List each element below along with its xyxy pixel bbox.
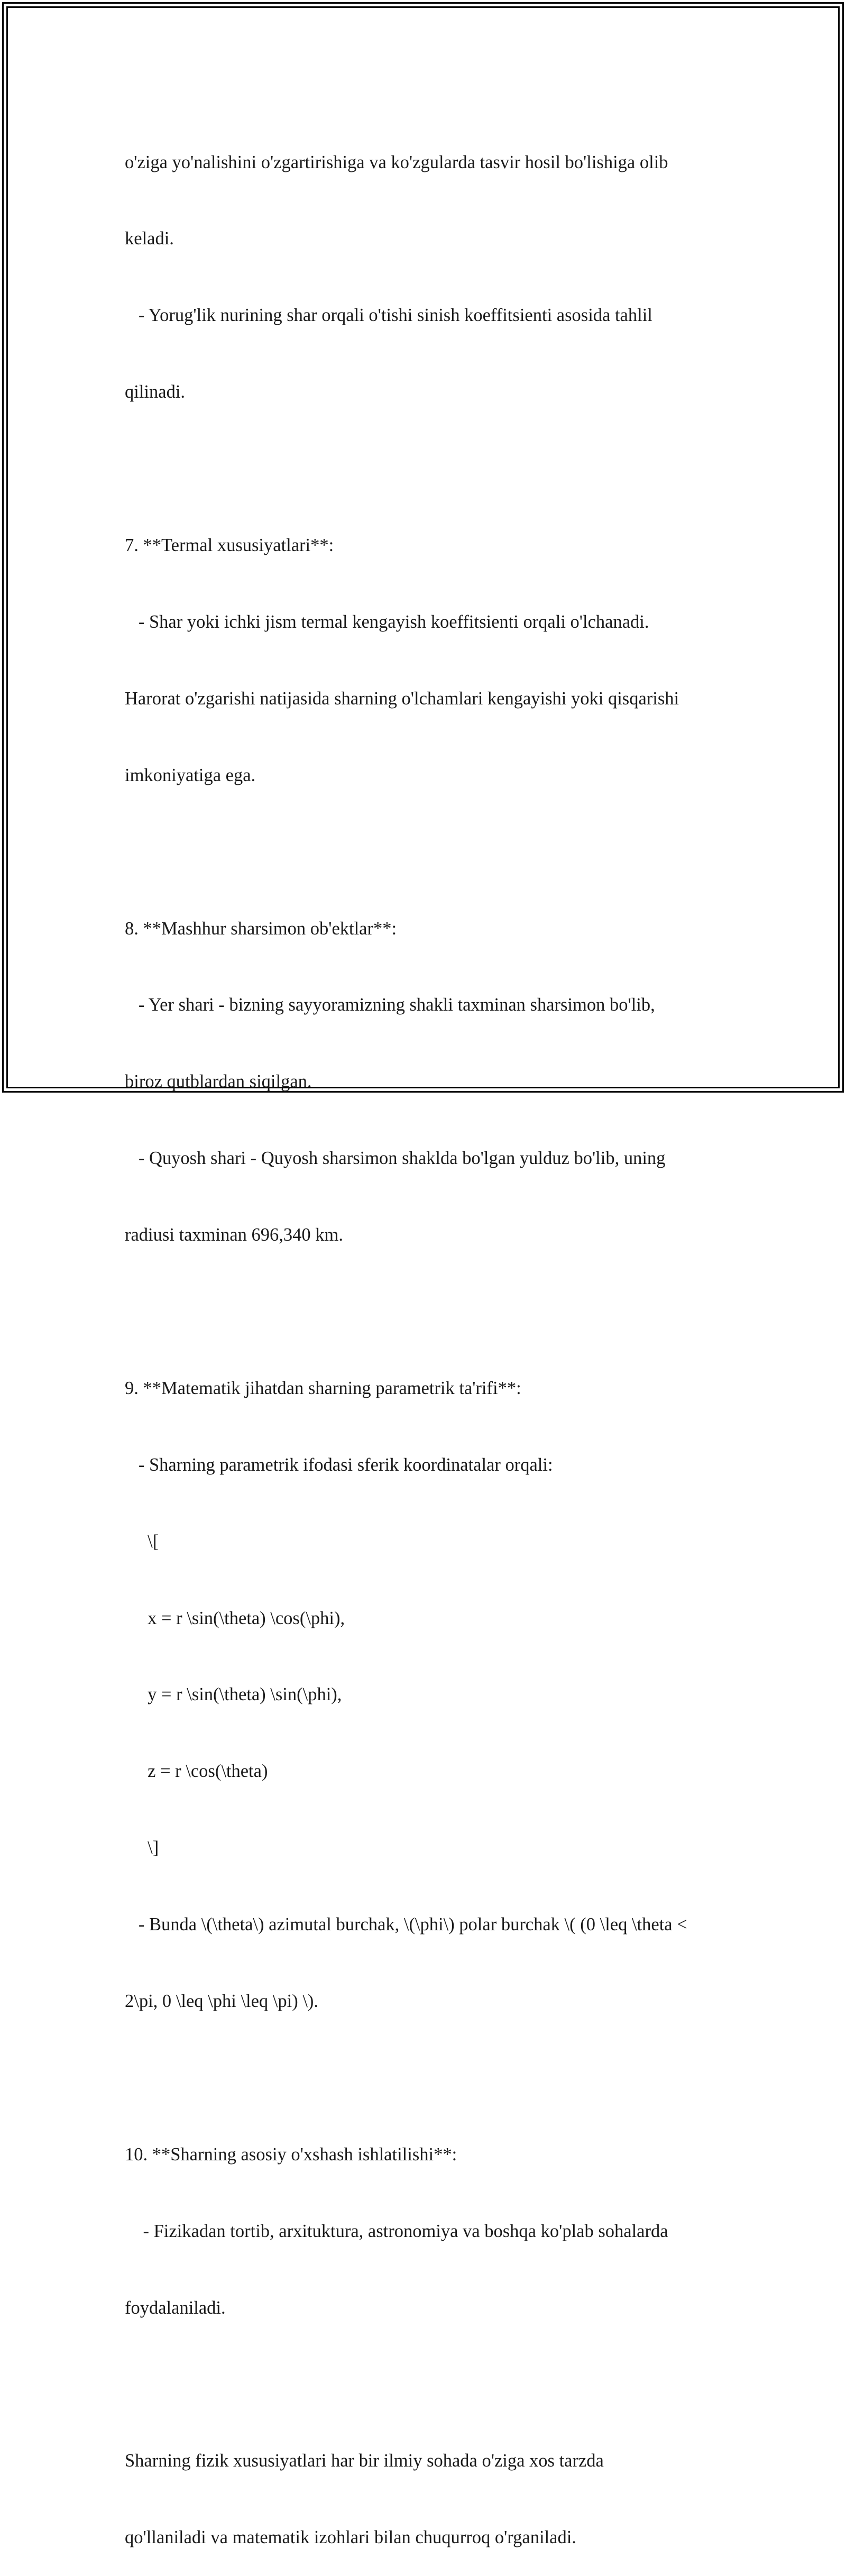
blank-line: [125, 839, 728, 865]
section-heading-8: 8. **Mashhur sharsimon ob'ektlar**:: [125, 918, 397, 939]
text-line: Harorat o'zgarishi natijasida sharning o'lchamlari kengayishi yoki qisqarishi: [125, 688, 679, 709]
blank-line: [125, 1299, 728, 1324]
text-line: - Yorug'lik nurining shar orqali o'tishi sinish koeffitsienti asosida tahlil: [125, 305, 652, 326]
text-line: - Sharning parametrik ifodasi sferik koordinatalar orqali:: [125, 1454, 553, 1475]
text-line: foydalaniladi.: [125, 2297, 226, 2318]
text-line: keladi.: [125, 228, 174, 249]
text-line: - Fizikadan tortib, arxituktura, astronomiya va boshqa ko'plab sohalarda: [125, 2221, 668, 2241]
blank-line: [125, 2065, 728, 2091]
text-line: imkoniyatiga ega.: [125, 765, 256, 785]
formula-line: z = r \cos(\theta): [125, 1761, 268, 1782]
blank-line: [125, 456, 728, 481]
conclusion-line: qo'llaniladi va matematik izohlari bilan chuqurroq o'rganiladi.: [125, 2527, 576, 2548]
text-line: - Shar yoki ichki jism termal kengayish koeffitsienti orqali o'lchanadi.: [125, 611, 649, 632]
conclusion-line: Sharning fizik xususiyatlari har bir ilmiy sohada o'ziga xos tarzda: [125, 2451, 604, 2471]
section-heading-9: 9. **Matematik jihatdan sharning parametrik ta'rifi**:: [125, 1378, 521, 1398]
formula-line: x = r \sin(\theta) \cos(\phi),: [125, 1608, 345, 1628]
text-line: 2\pi, 0 \leq \phi \leq \pi) \).: [125, 1991, 319, 2011]
formula-line: y = r \sin(\theta) \sin(\phi),: [125, 1684, 342, 1705]
text-line: radiusi taxminan 696,340 km.: [125, 1225, 343, 1245]
section-heading-7: 7. **Termal xususiyatlari**:: [125, 535, 334, 556]
text-line: qilinadi.: [125, 382, 186, 402]
text-line: o'ziga yo'nalishini o'zgartirishiga va ko'zgularda tasvir hosil bo'lishiga olib: [125, 152, 668, 172]
formula-line: \]: [125, 1838, 159, 1858]
section-heading-10: 10. **Sharning asosiy o'xshash ishlatilishi**:: [125, 2144, 457, 2165]
blank-line: [125, 2371, 728, 2397]
text-line: - Yer shari - bizning sayyoramizning shakli taxminan sharsimon bo'lib,: [125, 995, 655, 1015]
text-line: biroz qutblardan siqilgan.: [125, 1071, 312, 1092]
text-line: - Quyosh shari - Quyosh sharsimon shaklda bo'lgan yulduz bo'lib, uning: [125, 1148, 666, 1169]
document-body: [125, 98, 728, 2576]
text-line: - Bunda \(\theta\) azimutal burchak, \(\phi\) polar burchak \( (0 \leq \theta <: [125, 1914, 687, 1935]
formula-line: \[: [125, 1531, 159, 1552]
